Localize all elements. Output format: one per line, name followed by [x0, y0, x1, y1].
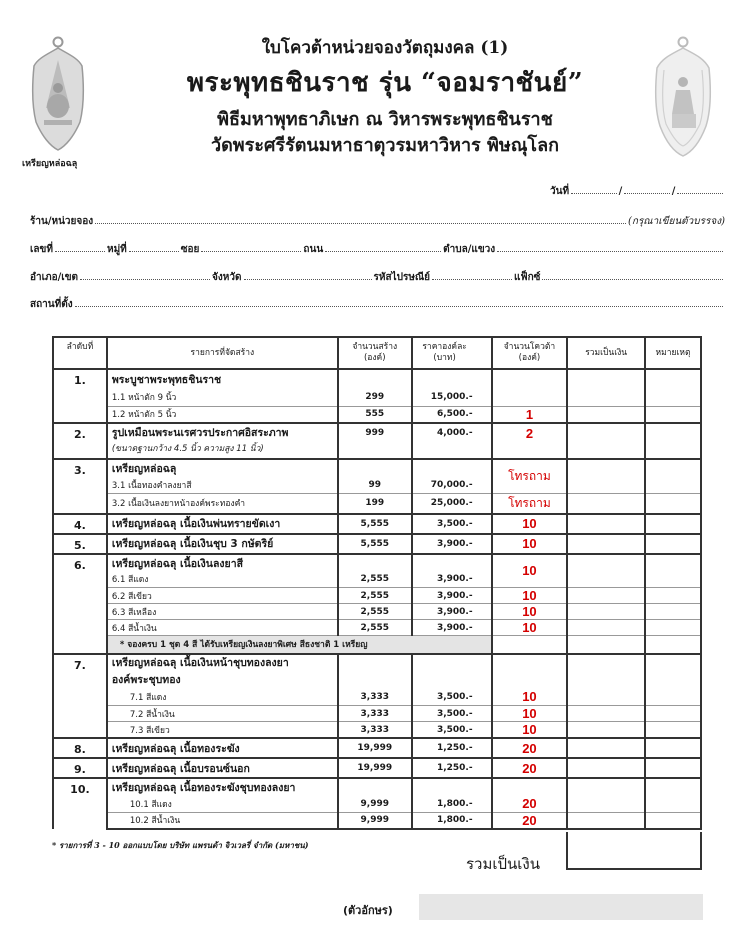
quota-cell[interactable]: 10 — [492, 722, 568, 739]
table-row: 3.2 เนื้อเงินลงยาหน้าองค์พระทองคำ 199 25,000.- โทรถาม — [53, 493, 701, 514]
quota-cell[interactable]: 10 — [492, 620, 568, 636]
table-row: 5. เหรียญหล่อฉลุ เนื้อเงินชุบ 3 กษัตริย์ 5,555 3,900.- 10 — [53, 534, 701, 554]
shop-label: ร้าน/หน่วยจอง — [30, 216, 94, 227]
note-cell[interactable] — [645, 406, 701, 423]
quota-cell[interactable]: 20 — [492, 796, 568, 812]
date-month-input[interactable] — [624, 184, 670, 194]
quota-table — [52, 336, 702, 830]
note-cell[interactable] — [645, 758, 701, 778]
province-label: จังหวัด — [212, 272, 242, 283]
postcode-label: รหัสไปรษณีย์ — [373, 272, 431, 283]
address-row-1 — [30, 242, 725, 257]
note-cell[interactable] — [645, 812, 701, 829]
quota-cell[interactable]: 20 — [492, 738, 568, 758]
note-cell[interactable] — [645, 514, 701, 534]
table-row: 1. พระบูชาพระพุทธชินราช — [53, 369, 701, 389]
quota-cell[interactable]: 10 — [492, 514, 568, 534]
col-note: หมายเหตุ — [645, 337, 701, 369]
col-price: ราคาองค์ละ (บาท) — [412, 337, 492, 369]
shop-input[interactable] — [95, 214, 626, 224]
note-cell[interactable] — [645, 636, 701, 654]
total-cell[interactable] — [567, 758, 645, 778]
note-cell[interactable] — [645, 689, 701, 706]
quota-cell[interactable]: 1 — [492, 406, 568, 423]
temple-line: วัดพระศรีรัตนมหาธาตุวรมหาวิหาร พิษณุโลก — [210, 135, 560, 156]
table-row: 1.2 หน้าตัก 5 นิ้ว 555 6,500.- 1 — [53, 406, 701, 423]
house-no-label: เลขที่ — [30, 244, 53, 255]
address-row-2 — [30, 270, 725, 285]
shop-hint: (กรุณาเขียนตัวบรรจง) — [627, 216, 725, 227]
table-row: 3.1 เนื้อทองคำลงยาสี 99 70,000.- — [53, 477, 701, 493]
note-cell[interactable] — [645, 620, 701, 636]
quota-cell[interactable]: โทรถาม — [492, 493, 568, 514]
total-cell[interactable] — [567, 796, 645, 812]
table-row: 6.2 สีเขียว 2,555 3,900.- 10 — [53, 588, 701, 604]
road-input[interactable] — [325, 242, 441, 252]
table-row: 6.1 สีแดง 2,555 3,900.- — [53, 572, 701, 588]
quota-cell[interactable]: โทรถาม — [492, 459, 568, 493]
district-label: อำเภอ/เขต — [30, 272, 79, 283]
date-day-input[interactable] — [571, 184, 617, 194]
note-cell[interactable] — [645, 654, 701, 689]
note-cell[interactable] — [645, 572, 701, 588]
total-cell[interactable] — [567, 554, 645, 572]
promo-note: * จองครบ 1 ชุด 4 สี ได้รับเหรียญเงินลงยาพิเศษ สีธงชาติ 1 เหรียญ — [107, 636, 492, 654]
designer-note: * รายการที่ 3 - 10 ออกแบบโดย บริษัท แพรนด้า จิวเวลรี่ จำกัด (มหาชน) — [52, 840, 309, 850]
promo-row — [53, 636, 701, 654]
total-cell[interactable] — [567, 812, 645, 829]
table-row: 3. เหรียญหล่อฉลุ โทรถาม — [53, 459, 701, 477]
quota-cell[interactable]: 10 — [492, 554, 568, 588]
table-row: 10.1 สีแดง 9,999 1,800.- 20 — [53, 796, 701, 812]
location-input[interactable] — [75, 297, 723, 307]
table-row: 4. เหรียญหล่อฉลุ เนื้อเงินพ่นทรายขัดเงา 5,555 3,500.- 10 — [53, 514, 701, 534]
postcode-input[interactable] — [432, 270, 512, 280]
amount-in-words-input[interactable] — [419, 894, 703, 920]
note-cell[interactable] — [645, 738, 701, 758]
total-cell[interactable] — [567, 604, 645, 620]
fax-label: แฟ็กซ์ — [514, 272, 541, 283]
quota-cell[interactable]: 10 — [492, 604, 568, 620]
location-label: สถานที่ตั้ง — [30, 299, 73, 310]
shop-field[interactable] — [30, 214, 725, 229]
quota-cell[interactable]: 20 — [492, 758, 568, 778]
note-cell[interactable] — [645, 369, 701, 389]
total-cell[interactable] — [567, 477, 645, 493]
note-cell[interactable] — [645, 722, 701, 739]
note-cell[interactable] — [645, 604, 701, 620]
total-cell[interactable] — [567, 572, 645, 588]
note-cell[interactable] — [645, 588, 701, 604]
moo-label: หมู่ที่ — [106, 244, 127, 255]
total-cell[interactable] — [567, 588, 645, 604]
total-cell[interactable] — [567, 423, 645, 459]
moo-input[interactable] — [129, 242, 179, 252]
subdistrict-label: ตำบล/แขวง — [443, 244, 496, 255]
quota-cell[interactable]: 2 — [492, 423, 568, 459]
date-field[interactable]: วันที่ / / — [550, 184, 725, 199]
table-row: 7.2 สีน้ำเงิน 3,333 3,500.- 10 — [53, 706, 701, 722]
note-cell[interactable] — [645, 493, 701, 514]
total-cell[interactable] — [567, 722, 645, 739]
amulet-name: พระพุทธชินราช รุ่น “จอมราชันย์” — [186, 68, 584, 98]
table-row: 7. เหรียญหล่อฉลุ เนื้อเงินหน้าชุบทองลงยา องค์พระชุบทอง — [53, 654, 701, 689]
note-cell[interactable] — [645, 778, 701, 796]
col-item: รายการที่จัดสร้าง — [107, 337, 338, 369]
table-row: 7.1 สีแดง 3,333 3,500.- 10 — [53, 689, 701, 706]
total-cell[interactable] — [567, 493, 645, 514]
table-row: 2. รูปเหมือนพระนเรศวรประกาศอิสระภาพ (ขนาดฐานกว้าง 4.5 นิ้ว ความสูง 11 นิ้ว) 999 4,000.- 2 — [53, 423, 701, 459]
fax-input[interactable] — [542, 270, 723, 280]
note-cell[interactable] — [645, 706, 701, 722]
note-cell[interactable] — [645, 554, 701, 572]
col-quota: จำนวนโควต้า (องค์) — [492, 337, 568, 369]
col-no: ลำดับที่ — [53, 337, 107, 369]
total-cell[interactable] — [567, 534, 645, 554]
col-build-qty: จำนวนสร้าง (องค์) — [338, 337, 412, 369]
ceremony-line: พิธีมหาพุทธาภิเษก ณ วิหารพระพุทธชินราช — [217, 109, 553, 130]
quota-cell[interactable]: 20 — [492, 812, 568, 829]
district-input[interactable] — [80, 270, 210, 280]
quota-cell[interactable]: 10 — [492, 534, 568, 554]
quota-cell[interactable]: 10 — [492, 706, 568, 722]
quota-cell[interactable] — [492, 389, 568, 406]
date-label: วันที่ — [550, 186, 570, 197]
total-cell[interactable] — [567, 636, 645, 654]
house-no-input[interactable] — [55, 242, 105, 252]
note-cell[interactable] — [645, 423, 701, 459]
total-cell[interactable] — [567, 689, 645, 706]
location-field[interactable] — [30, 297, 725, 312]
subdistrict-input[interactable] — [497, 242, 723, 252]
province-input[interactable] — [244, 270, 372, 280]
table-row: 6.4 สีน้ำเงิน 2,555 3,900.- 10 — [53, 620, 701, 636]
amount-in-words-label: (ตัวอักษร) — [343, 904, 393, 917]
table-row: 7.3 สีเขียว 3,333 3,500.- 10 — [53, 722, 701, 739]
note-cell[interactable] — [645, 459, 701, 477]
quota-cell[interactable]: 10 — [492, 588, 568, 604]
table-row: 1.1 หน้าตัก 9 นิ้ว 299 15,000.- — [53, 389, 701, 406]
note-cell[interactable] — [645, 796, 701, 812]
table-row: 10.2 สีน้ำเงิน 9,999 1,800.- 20 — [53, 812, 701, 829]
total-cell[interactable] — [567, 778, 645, 796]
total-cell[interactable] — [567, 459, 645, 477]
soi-input[interactable] — [201, 242, 301, 252]
total-cell[interactable] — [567, 514, 645, 534]
total-cell[interactable] — [567, 706, 645, 722]
medal-caption: เหรียญหล่อฉลุ — [22, 159, 78, 169]
table-row: 6. เหรียญหล่อฉลุ เนื้อเงินลงยาสี 10 — [53, 554, 701, 572]
note-cell[interactable] — [645, 534, 701, 554]
total-cell[interactable] — [567, 389, 645, 406]
sum-total-input[interactable] — [566, 832, 702, 870]
total-cell[interactable] — [567, 738, 645, 758]
note-cell[interactable] — [645, 389, 701, 406]
date-year-input[interactable] — [677, 184, 723, 194]
total-cell[interactable] — [567, 406, 645, 423]
soi-label: ซอย — [180, 244, 200, 255]
note-cell[interactable] — [645, 477, 701, 493]
col-total: รวมเป็นเงิน — [567, 337, 645, 369]
table-row: 9. เหรียญหล่อฉลุ เนื้อบรอนซ์นอก 19,999 1,250.- 20 — [53, 758, 701, 778]
form-title: ใบโควต้าหน่วยจองวัตถุมงคล (1) — [261, 38, 509, 58]
table-row: 6.3 สีเหลือง 2,555 3,900.- 10 — [53, 604, 701, 620]
total-cell[interactable] — [567, 654, 645, 689]
table-header-row — [53, 337, 701, 369]
total-cell[interactable] — [567, 620, 645, 636]
table-row: 10. เหรียญหล่อฉลุ เนื้อทองระฆังชุบทองลงยา — [53, 778, 701, 796]
road-label: ถนน — [303, 244, 324, 255]
total-cell[interactable] — [567, 369, 645, 389]
sum-label: รวมเป็นเงิน — [466, 855, 540, 873]
quota-cell[interactable]: 10 — [492, 689, 568, 706]
table-row: 8. เหรียญหล่อฉลุ เนื้อทองระฆัง 19,999 1,250.- 20 — [53, 738, 701, 758]
